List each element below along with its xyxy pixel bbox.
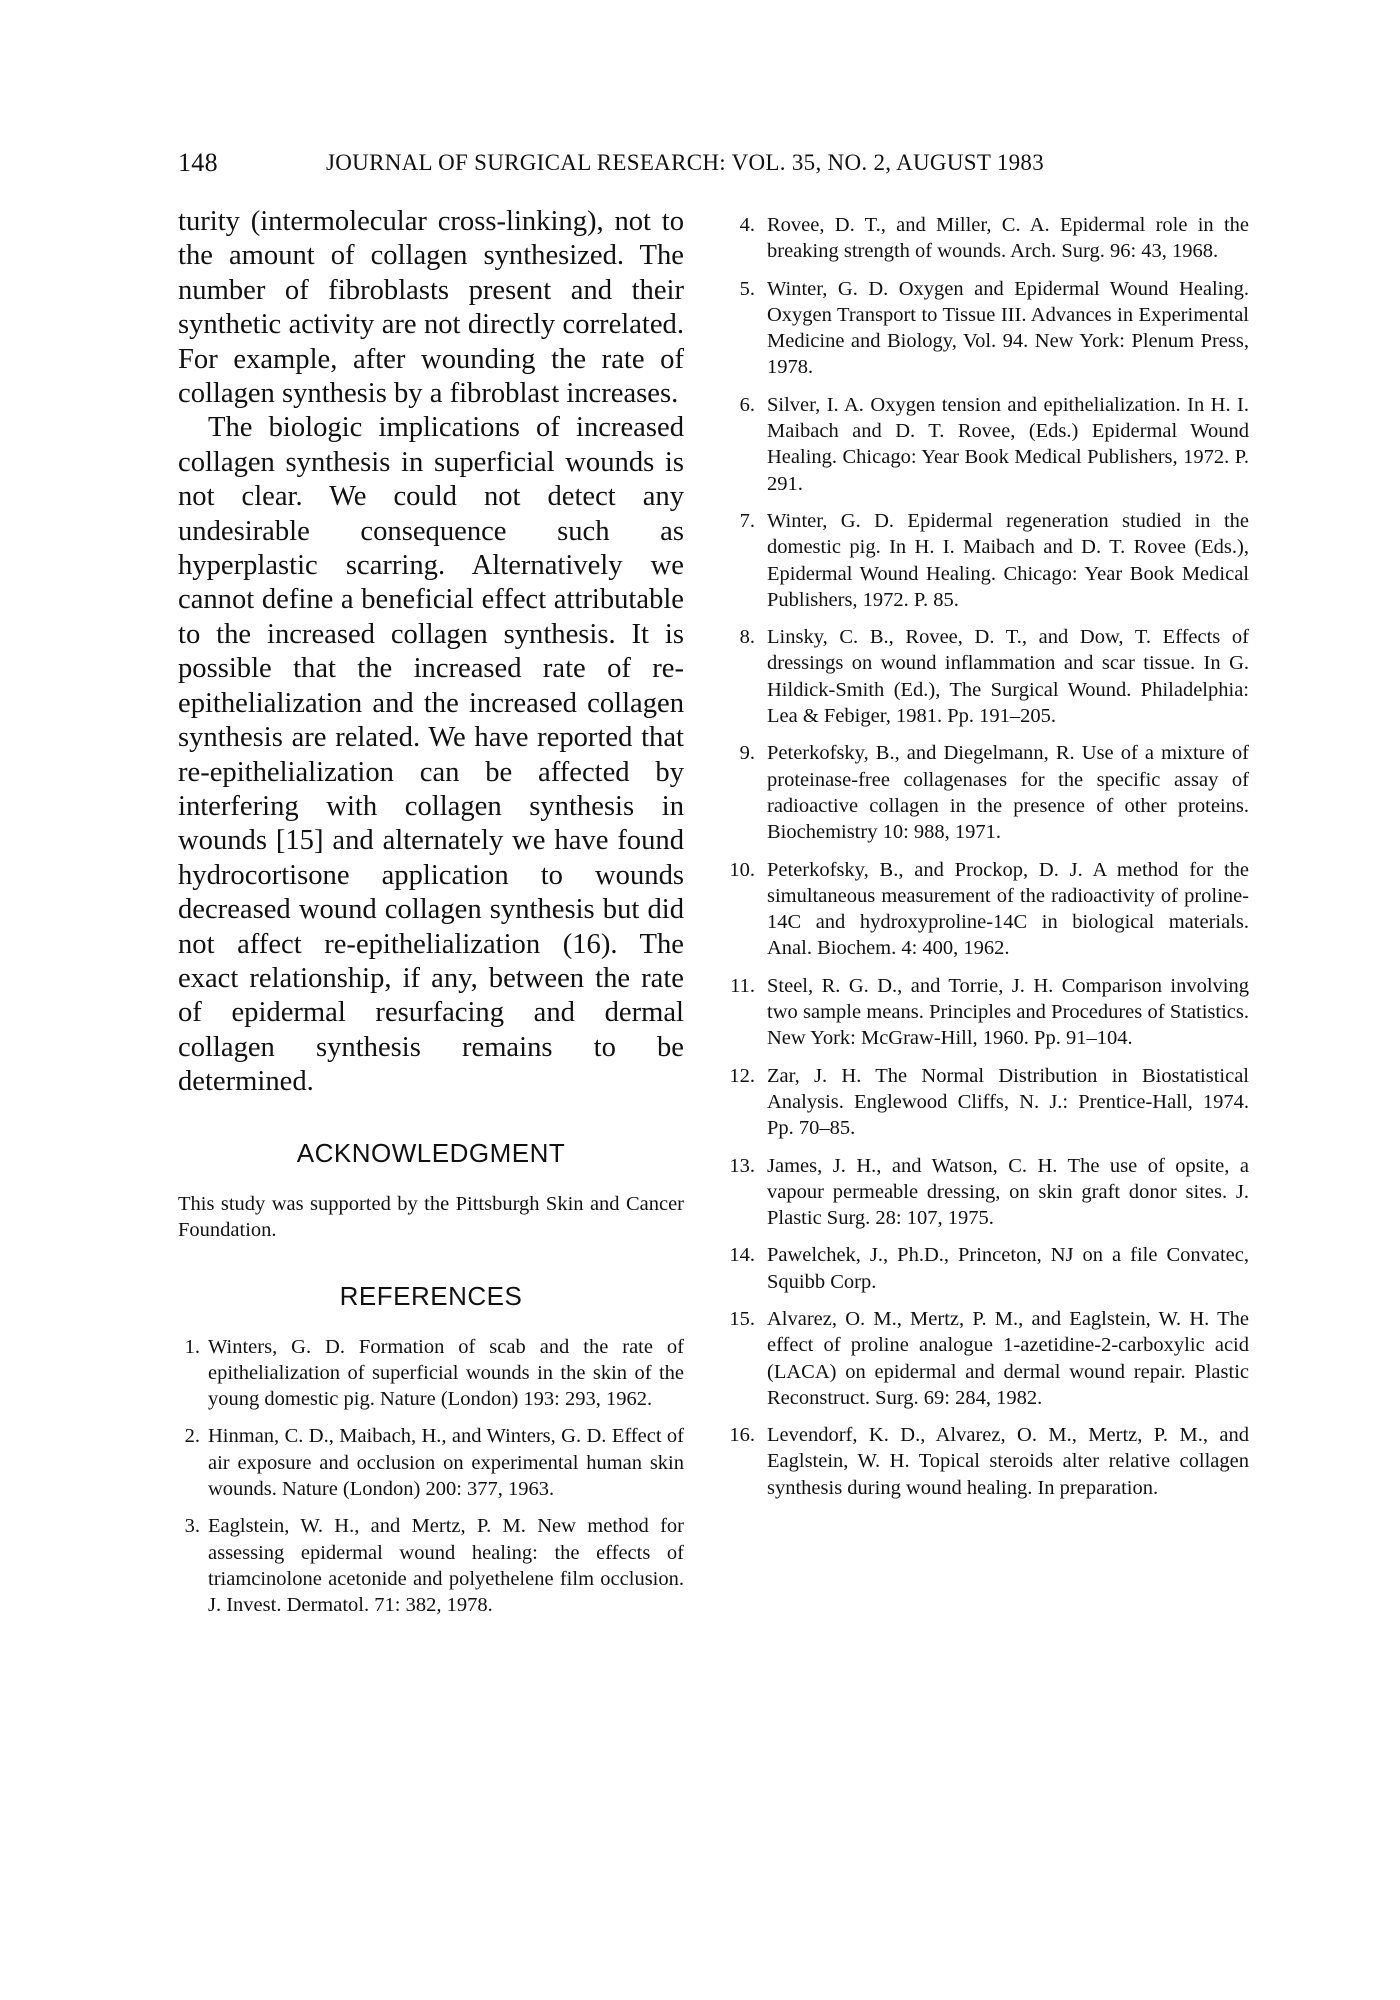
reference-text: James, J. H., and Watson, C. H. The use of opsite, a vapour permeable dressing, on skin graft donor sites. J. Plastic Surg. 28: 107, 1975.: [767, 1154, 1249, 1230]
reference-text: Linsky, C. B., Rovee, D. T., and Dow, T. Effects of dressings on wound inflammation and scar tissue. In G. Hildick-Smith (Ed.), The Surgical Wound. Philadelphia: Lea & Febiger, 1981. Pp. 191–205.: [767, 626, 1249, 728]
reference-item: [727, 1063, 1249, 1142]
reference-text: Hinman, C. D., Maibach, H., and Winters, G. D. Effect of air exposure and occlusion on experimental human skin wounds. Nature (London) 200: 377, 1963.: [208, 1425, 684, 1501]
reference-number: 13.: [729, 1154, 755, 1177]
reference-number: 15.: [729, 1307, 755, 1330]
reference-text: Levendorf, K. D., Alvarez, O. M., Mertz, P. M., and Eaglstein, W. H. Topical steroids alter relative collagen synthesis during wound healing. In preparation.: [767, 1424, 1249, 1499]
reference-text: Peterkofsky, B., and Prockop, D. J. A method for the simultaneous measurement of the radioactivity of proline-14C and hydroxyproline-14C in biological materials. Anal. Biochem. 4: 400, 1962.: [767, 858, 1249, 960]
reference-number: 2.: [184, 1425, 200, 1448]
left-column: [178, 205, 684, 1630]
reference-item: [727, 392, 1249, 497]
acknowledgment-text: This study was supported by the Pittsburgh Skin and Cancer Foundation.: [178, 1192, 684, 1241]
reference-item: [727, 857, 1249, 962]
right-column: [727, 212, 1249, 1512]
reference-number: 4.: [739, 214, 755, 236]
reference-number: 11.: [730, 974, 755, 997]
reference-number: 3.: [184, 1515, 200, 1538]
reference-number: 6.: [739, 393, 755, 416]
reference-item: [727, 740, 1249, 845]
reference-number: 16.: [729, 1424, 755, 1447]
reference-number: 1.: [184, 1335, 200, 1358]
reference-number: 10.: [729, 858, 755, 881]
body-paragraph: The biologic implications of increased collagen synthesis in superficial wounds is not clear. We could not detect any undesirable consequence such as hyperplastic scarring. Alternatively we cannot define a beneficial effect attributable to the increased collagen synthesis. It is possible that the increased rate of re-epithelialization and the increased collagen synthesis are related. We have reported that re-epithelialization can be affected by interfering with collagen synthesis in wounds [15] and alternately we have found hydrocortisone application to wounds decreased wound collagen synthesis but did not affect re-epithelialization (16). The exact relationship, if any, between the rate of epidermal resurfacing and dermal collagen synthesis remains to be determined.: [178, 412, 684, 1098]
running-header: [178, 148, 1238, 178]
reference-text: Silver, I. A. Oxygen tension and epithelialization. In H. I. Maibach and D. T. Rovee, (Eds.) Epidermal Wound Healing. Chicago: Year Book Medical Publishers, 1972. P. 291.: [767, 393, 1249, 495]
reference-item: [727, 1153, 1249, 1232]
reference-text: Eaglstein, W. H., and Mertz, P. M. New method for assessing epidermal wound healing: the effects of triamcinolone acetonide and polyethelene film occlusion. J. Invest. Dermatol. 71: 382, 1978.: [208, 1515, 684, 1617]
reference-item: [727, 973, 1249, 1052]
reference-text: Zar, J. H. The Normal Distribution in Biostatistical Analysis. Englewood Cliffs, N. J.: Prentice-Hall, 1974. Pp. 70–85.: [767, 1064, 1249, 1140]
reference-list-left: [178, 1334, 684, 1619]
reference-item: [727, 1306, 1249, 1411]
page-number: 148: [178, 148, 218, 177]
reference-item: [178, 1513, 684, 1618]
reference-item: [178, 1423, 684, 1502]
reference-list-right: [727, 212, 1249, 1501]
reference-number: 9.: [739, 742, 755, 765]
acknowledgment-heading: ACKNOWLEDGMENT: [296, 1137, 566, 1168]
reference-item: [727, 212, 1249, 265]
reference-item: [727, 1422, 1249, 1501]
reference-text: Winters, G. D. Formation of scab and the rate of epithelialization of superficial wounds in the skin of the young domestic pig. Nature (London) 193: 293, 1962.: [208, 1335, 684, 1411]
references-heading: REFERENCES: [339, 1280, 523, 1311]
journal-title: JOURNAL OF SURGICAL RESEARCH: VOL. 35, NO. 2, AUGUST 1983: [326, 150, 1045, 175]
reference-text: Winter, G. D. Epidermal regeneration studied in the domestic pig. In H. I. Maibach and D. T. Rovee (Eds.), Epidermal Wound Healing. Chicago: Year Book Medical Publishers, 1972. P. 85.: [767, 509, 1249, 611]
reference-number: 12.: [729, 1064, 755, 1087]
reference-number: 7.: [739, 509, 755, 532]
reference-number: 8.: [739, 626, 755, 649]
reference-number: 5.: [739, 277, 755, 300]
reference-item: [727, 508, 1249, 613]
reference-text: Steel, R. G. D., and Torrie, J. H. Comparison involving two sample means. Principles and Procedures of Statistics. New York: McGraw-Hill, 1960. Pp. 91–104.: [767, 974, 1249, 1050]
reference-text: Winter, G. D. Oxygen and Epidermal Wound Healing. Oxygen Transport to Tissue III. Advances in Experimental Medicine and Biology, Vol. 94. New York: Plenum Press, 1978.: [767, 277, 1249, 379]
reference-item: [178, 1334, 684, 1413]
reference-item: [727, 276, 1249, 381]
reference-text: Alvarez, O. M., Mertz, P. M., and Eaglstein, W. H. The effect of proline analogue 1-azetidine-2-carboxylic acid (LACA) on epidermal and dermal wound repair. Plastic Reconstruct. Surg. 69: 284, 1982.: [767, 1307, 1249, 1409]
body-text: [178, 205, 684, 1100]
reference-number: 14.: [729, 1244, 755, 1267]
reference-item: [727, 1242, 1249, 1295]
reference-text: Rovee, D. T., and Miller, C. A. Epidermal role in the breaking strength of wounds. Arch. Surg. 96: 43, 1968.: [767, 214, 1249, 263]
reference-item: [727, 624, 1249, 729]
body-paragraph: turity (intermolecular cross-linking), not to the amount of collagen synthesized. The number of fibroblasts present and their synthetic activity are not directly correlated. For example, after wounding the rate of collagen synthesis by a fibroblast increases.: [178, 206, 684, 410]
reference-text: Peterkofsky, B., and Diegelmann, R. Use of a mixture of proteinase-free collagenases for the specific assay of radioactive collagen in the presence of other proteins. Biochemistry 10: 988, 1971.: [767, 742, 1249, 844]
reference-text: Pawelchek, J., Ph.D., Princeton, NJ on a file Convatec, Squibb Corp.: [767, 1244, 1249, 1293]
